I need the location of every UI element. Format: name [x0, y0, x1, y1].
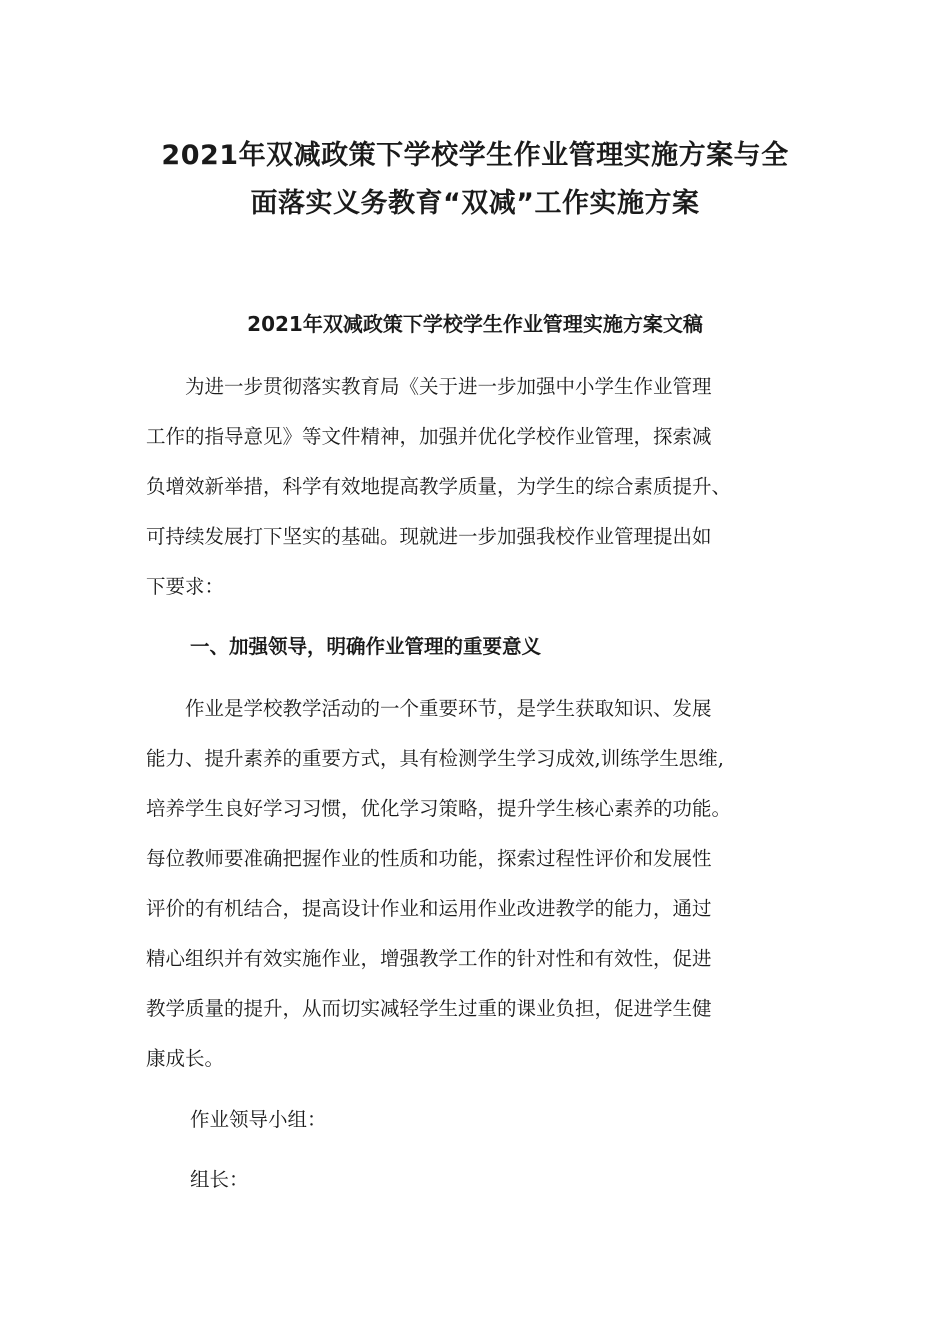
- paragraph-line: 每位教师要准确把握作业的性质和功能，探索过程性评价和发展性: [146, 847, 712, 870]
- paragraph-line: 作业是学校教学活动的一个重要环节，是学生获取知识、发展: [146, 697, 712, 720]
- section-heading: 一、加强领导，明确作业管理的重要意义: [190, 635, 542, 658]
- paragraph-line: 精心组织并有效实施作业，增强教学工作的针对性和有效性，促进: [146, 947, 712, 970]
- document-subtitle: 2021年双减政策下学校学生作业管理实施方案文稿: [247, 312, 703, 336]
- paragraph-line: 工作的指导意见》等文件精神，加强并优化学校作业管理，探索减: [146, 425, 712, 448]
- paragraph-line: 培养学生良好学习习惯，优化学习策略，提升学生核心素养的功能。: [146, 797, 732, 820]
- paragraph-line: 负增效新举措，科学有效地提高教学质量，为学生的综合素质提升、: [146, 475, 732, 498]
- group-label: 作业领导小组：: [190, 1108, 327, 1131]
- document-title-line: 面落实义务教育“双减”工作实施方案: [250, 188, 700, 219]
- leader-label: 组长：: [190, 1168, 249, 1191]
- paragraph-line: 康成长。: [146, 1047, 225, 1070]
- intro-paragraph: [146, 362, 810, 612]
- paragraph-line: 评价的有机结合，提高设计作业和运用作业改进教学的能力，通过: [146, 897, 712, 920]
- paragraph-line: 为进一步贯彻落实教育局《关于进一步加强中小学生作业管理: [146, 375, 712, 398]
- paragraph-line: 可持续发展打下坚实的基础。现就进一步加强我校作业管理提出如: [146, 525, 712, 548]
- section-paragraph: [146, 684, 810, 1084]
- paragraph-line: 教学质量的提升，从而切实减轻学生过重的课业负担，促进学生健: [146, 997, 712, 1020]
- document-title-line: 2021年双减政策下学校学生作业管理实施方案与全: [161, 140, 789, 171]
- document-title: [100, 132, 850, 228]
- paragraph-line: 能力、提升素养的重要方式，具有检测学生学习成效,训练学生思维,: [146, 747, 724, 770]
- paragraph-line: 下要求：: [146, 575, 225, 598]
